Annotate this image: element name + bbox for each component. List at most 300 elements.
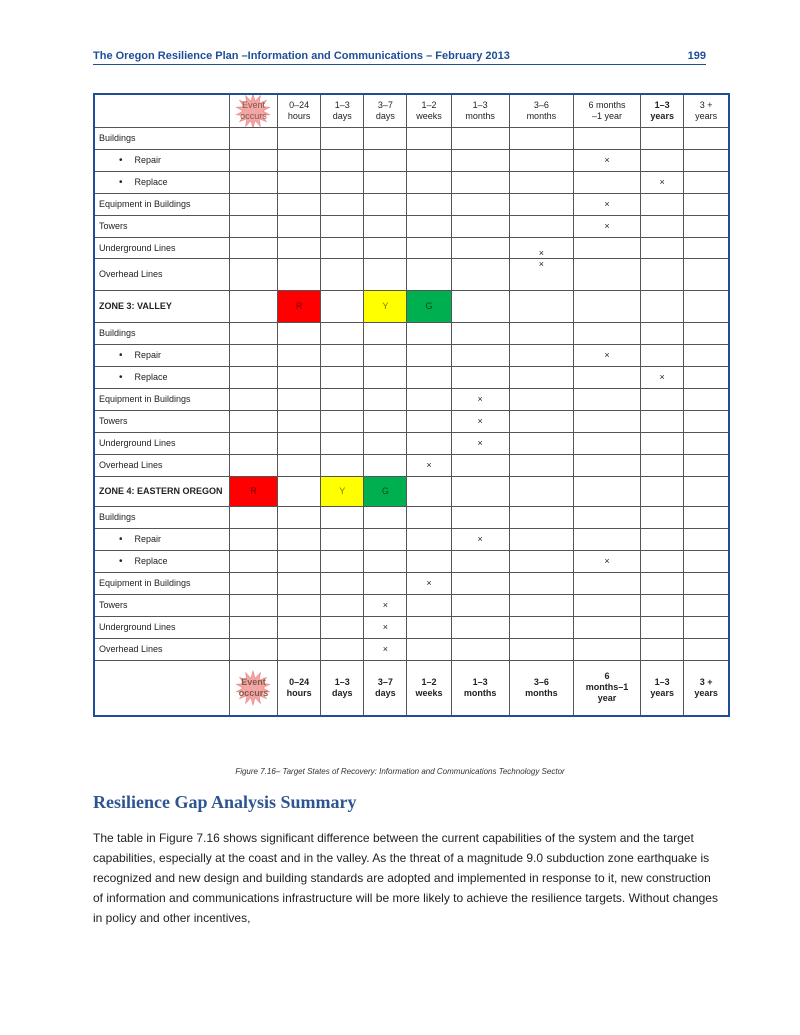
table-cell [407, 344, 451, 366]
table-cell [641, 193, 684, 215]
table-cell [684, 171, 729, 193]
table-cell [278, 550, 321, 572]
table-cell [451, 572, 509, 594]
table-cell [573, 432, 640, 454]
header-line: hours [286, 687, 312, 698]
table-row [94, 366, 729, 388]
figure-caption: Figure 7.16– Target States of Recovery: Information and Communications Technology Sector [235, 767, 565, 776]
table-cell [229, 454, 277, 476]
recovery-mark: × [364, 638, 407, 660]
timeframe-header [641, 94, 684, 127]
header-line: 1–2 [421, 676, 437, 687]
table-cell [364, 366, 407, 388]
table-cell [229, 506, 277, 528]
table-cell [229, 322, 277, 344]
header-line: years [650, 110, 674, 121]
table-cell [229, 410, 277, 432]
table-cell [684, 506, 729, 528]
table-cell [573, 127, 640, 149]
table-cell [364, 127, 407, 149]
header-line: 3–6 [533, 99, 549, 110]
recovery-mark: × [573, 149, 640, 171]
table-cell [321, 290, 364, 322]
bullet-item-label: • Replace [94, 550, 229, 572]
table-cell [321, 366, 364, 388]
table-cell [509, 506, 573, 528]
table-row [94, 550, 729, 572]
row-label: Overhead Lines [94, 638, 229, 660]
table-cell [451, 454, 509, 476]
table-cell [641, 572, 684, 594]
header-line: 1–3 [654, 676, 670, 687]
table-cell [278, 237, 321, 258]
table-cell [278, 344, 321, 366]
table-row [94, 410, 729, 432]
document-title: The Oregon Resilience Plan –Information and Communications – February 2013 [93, 50, 510, 62]
table-cell [278, 171, 321, 193]
table-cell [684, 237, 729, 258]
row-label: Equipment in Buildings [94, 388, 229, 410]
table-row [94, 322, 729, 344]
table-cell [509, 344, 573, 366]
recovery-mark: × [641, 171, 684, 193]
table-cell [407, 638, 451, 660]
timeframe-header [573, 94, 640, 127]
table-cell [641, 432, 684, 454]
table-cell [451, 258, 509, 290]
table-cell [451, 506, 509, 528]
table-row [94, 476, 729, 506]
table-cell [641, 149, 684, 171]
event-occurs-label: Event [241, 676, 266, 687]
table-cell [451, 594, 509, 616]
recovery-mark: × [364, 594, 407, 616]
zone-label: ZONE 4: EASTERN OREGON [94, 476, 229, 506]
bullet-item-label: • Repair [94, 528, 229, 550]
recovery-mark: × [573, 193, 640, 215]
table-cell [229, 171, 277, 193]
table-cell [321, 638, 364, 660]
table-cell [684, 594, 729, 616]
target-state-y: Y [321, 476, 364, 506]
table-cell [407, 410, 451, 432]
table-cell [364, 454, 407, 476]
header-line: hours [287, 110, 311, 121]
table-cell [321, 454, 364, 476]
table-cell [364, 388, 407, 410]
table-cell [364, 149, 407, 171]
target-state-g: G [407, 290, 451, 322]
table-cell [573, 290, 640, 322]
table-row [94, 149, 729, 171]
header-line: 1–3 [654, 99, 670, 110]
table-row [94, 506, 729, 528]
timeframe-header [573, 660, 640, 716]
table-cell [451, 237, 509, 258]
timeframe-header [407, 94, 451, 127]
table-cell [229, 432, 277, 454]
table-cell [573, 237, 640, 258]
table-cell [641, 127, 684, 149]
table-cell [684, 454, 729, 476]
table-cell [321, 193, 364, 215]
table-cell [278, 572, 321, 594]
header-blank-cell [94, 660, 229, 716]
table-cell [684, 290, 729, 322]
timeframe-header [509, 94, 573, 127]
table-cell [641, 616, 684, 638]
table-cell [684, 193, 729, 215]
table-cell [407, 528, 451, 550]
table-cell [641, 506, 684, 528]
table-cell [364, 572, 407, 594]
header-line: 0–24 [289, 99, 310, 110]
table-cell [509, 476, 573, 506]
header-line: years [650, 687, 674, 698]
timeframe-header [321, 94, 364, 127]
header-line: days [375, 687, 396, 698]
table-cell [641, 237, 684, 258]
target-state-g: G [364, 476, 407, 506]
table-cell [407, 432, 451, 454]
table-cell [573, 410, 640, 432]
table-cell [641, 258, 684, 290]
table-cell [641, 550, 684, 572]
table-row [94, 215, 729, 237]
event-occurs-label: Event [241, 99, 265, 110]
table-cell [229, 290, 277, 322]
timeframe-header [407, 660, 451, 716]
table-cell [641, 388, 684, 410]
table-cell [407, 193, 451, 215]
page-header [93, 50, 706, 65]
table-cell [509, 149, 573, 171]
table-cell [278, 215, 321, 237]
table-cell [229, 344, 277, 366]
table-cell [573, 506, 640, 528]
row-label: Buildings [94, 506, 229, 528]
table-cell [407, 616, 451, 638]
timeframe-header [364, 660, 407, 716]
table-cell [321, 528, 364, 550]
table-row [94, 616, 729, 638]
table-cell [364, 344, 407, 366]
timeframe-header [451, 660, 509, 716]
header-line: months [526, 110, 557, 121]
table-cell [451, 344, 509, 366]
row-label: Towers [94, 410, 229, 432]
timeframe-header [278, 94, 321, 127]
header-line: days [375, 110, 395, 121]
table-cell [364, 506, 407, 528]
row-label: Buildings [94, 127, 229, 149]
row-label: Overhead Lines [94, 258, 229, 290]
table-cell [229, 258, 277, 290]
header-line: weeks [416, 110, 442, 121]
recovery-mark: × [573, 215, 640, 237]
table-cell [573, 528, 640, 550]
table-cell [684, 344, 729, 366]
table-cell [407, 550, 451, 572]
header-line: 0–24 [289, 676, 310, 687]
table-cell [278, 432, 321, 454]
table-cell [641, 638, 684, 660]
table-cell [641, 344, 684, 366]
table-cell [684, 388, 729, 410]
table-row [94, 388, 729, 410]
header-line: 6 months [588, 99, 626, 110]
table-cell [509, 215, 573, 237]
bullet-item-label: • Repair [94, 344, 229, 366]
recovery-mark: × [641, 366, 684, 388]
table-header-bottom [94, 660, 729, 716]
table-cell [509, 432, 573, 454]
event-occurs-label: occurs [240, 110, 267, 121]
header-line: months [463, 687, 497, 698]
table-cell [321, 258, 364, 290]
target-state-r: R [278, 290, 321, 322]
header-line: –1 year [592, 110, 623, 121]
table-cell [278, 193, 321, 215]
timeframe-header [641, 660, 684, 716]
table-cell [229, 388, 277, 410]
table-cell [229, 638, 277, 660]
table-cell [407, 322, 451, 344]
table-cell [684, 366, 729, 388]
table-cell [321, 410, 364, 432]
table-cell [509, 322, 573, 344]
table-cell [641, 528, 684, 550]
table-cell [229, 366, 277, 388]
table-cell [321, 237, 364, 258]
event-occurs-header [229, 94, 277, 127]
table-cell [321, 127, 364, 149]
table-cell [229, 572, 277, 594]
table-row [94, 572, 729, 594]
table-row [94, 193, 729, 215]
table-cell [364, 322, 407, 344]
row-label: Equipment in Buildings [94, 572, 229, 594]
header-line: 3 + [699, 99, 713, 110]
table-cell [509, 454, 573, 476]
recovery-mark: × [451, 410, 509, 432]
table-cell [321, 388, 364, 410]
timeframe-header [684, 660, 729, 716]
table-cell [278, 127, 321, 149]
header-line: 3 + [699, 676, 713, 687]
table-row [94, 594, 729, 616]
table-cell [321, 215, 364, 237]
table-cell [407, 506, 451, 528]
table-cell [321, 594, 364, 616]
timeframe-header [278, 660, 321, 716]
table-cell [573, 476, 640, 506]
table-cell [229, 193, 277, 215]
table-cell [407, 594, 451, 616]
table-cell [278, 506, 321, 528]
table-cell [364, 237, 407, 258]
row-label: Equipment in Buildings [94, 193, 229, 215]
table-cell [684, 149, 729, 171]
header-line: 1–3 [334, 676, 350, 687]
table-cell [321, 344, 364, 366]
row-label: Buildings [94, 322, 229, 344]
table-cell [451, 171, 509, 193]
table-row [94, 237, 729, 258]
table-cell [509, 594, 573, 616]
header-line: 3–7 [377, 676, 393, 687]
timeframe-header [509, 660, 573, 716]
table-cell [573, 454, 640, 476]
table-cell [229, 149, 277, 171]
bullet-item-label: • Replace [94, 366, 229, 388]
table-cell [451, 149, 509, 171]
table-cell [684, 476, 729, 506]
recovery-mark: × [573, 550, 640, 572]
table-cell [278, 638, 321, 660]
table-cell [509, 616, 573, 638]
table-cell [684, 127, 729, 149]
header-line: years [694, 687, 718, 698]
table-cell [451, 550, 509, 572]
table-cell [509, 193, 573, 215]
table-cell [364, 550, 407, 572]
target-state-r: R [229, 476, 277, 506]
recovery-mark: × [451, 432, 509, 454]
table-cell [229, 237, 277, 258]
table-cell [509, 290, 573, 322]
table-cell [573, 388, 640, 410]
table-cell [229, 550, 277, 572]
table-cell [509, 366, 573, 388]
timeframe-header [321, 660, 364, 716]
table-cell [321, 171, 364, 193]
table-row [94, 528, 729, 550]
table-cell [573, 594, 640, 616]
table-cell [509, 550, 573, 572]
table-cell [321, 149, 364, 171]
header-line: days [332, 110, 352, 121]
table-cell [278, 258, 321, 290]
table-cell [451, 193, 509, 215]
table-cell [229, 127, 277, 149]
target-state-y: Y [364, 290, 407, 322]
table-cell [573, 572, 640, 594]
table-cell [278, 410, 321, 432]
table-cell [641, 322, 684, 344]
header-line: months [465, 110, 495, 121]
table-row [94, 258, 729, 290]
header-line: 3–7 [377, 99, 393, 110]
table-cell [641, 290, 684, 322]
table-cell [364, 432, 407, 454]
table-row [94, 127, 729, 149]
table-cell [407, 258, 451, 290]
table-cell [451, 215, 509, 237]
table-cell [509, 388, 573, 410]
row-label: Underground Lines [94, 616, 229, 638]
timeframe-header [364, 94, 407, 127]
table-cell [278, 388, 321, 410]
table-cell [509, 572, 573, 594]
table-cell [684, 528, 729, 550]
table-cell [229, 594, 277, 616]
table-cell [278, 594, 321, 616]
table-cell [407, 215, 451, 237]
table-cell [509, 410, 573, 432]
table-cell [451, 366, 509, 388]
recovery-mark: × [573, 344, 640, 366]
table-cell [684, 638, 729, 660]
table-cell [641, 454, 684, 476]
table-row [94, 171, 729, 193]
table-cell [364, 193, 407, 215]
header-line: 1–3 [472, 676, 488, 687]
recovery-mark: × [509, 258, 573, 290]
header-line: 3–6 [533, 676, 549, 687]
table-cell [509, 127, 573, 149]
table-row [94, 432, 729, 454]
table-cell [229, 528, 277, 550]
header-line: days [331, 687, 353, 698]
table-cell [573, 638, 640, 660]
table-cell [321, 506, 364, 528]
table-cell [321, 616, 364, 638]
table-cell [407, 149, 451, 171]
timeframe-header [684, 94, 729, 127]
table-cell [451, 638, 509, 660]
table-cell [407, 388, 451, 410]
table-cell [321, 322, 364, 344]
row-label: Towers [94, 594, 229, 616]
table-cell [407, 171, 451, 193]
header-line: weeks [415, 687, 443, 698]
table-cell [364, 171, 407, 193]
recovery-table [93, 93, 730, 717]
table-cell [509, 528, 573, 550]
table-cell [509, 638, 573, 660]
table-cell [451, 616, 509, 638]
table-row [94, 454, 729, 476]
bullet-item-label: • Replace [94, 171, 229, 193]
table-cell [684, 215, 729, 237]
table-cell [509, 171, 573, 193]
table-cell [641, 476, 684, 506]
event-occurs-label: occurs [238, 687, 269, 698]
table-cell [573, 616, 640, 638]
table-row [94, 290, 729, 322]
table-cell [573, 258, 640, 290]
page-number: 199 [687, 50, 706, 62]
header-line: 1–2 [421, 99, 437, 110]
table-cell [451, 127, 509, 149]
table-cell [364, 410, 407, 432]
header-blank-cell [94, 94, 229, 127]
table-header-top [94, 94, 729, 127]
table-cell [229, 616, 277, 638]
table-cell [641, 594, 684, 616]
table-cell [684, 258, 729, 290]
timeframe-header [451, 94, 509, 127]
header-line: months [525, 687, 558, 698]
table-cell [451, 476, 509, 506]
body-paragraph: The table in Figure 7.16 shows significant difference between the current capabilities of the system and the target capabilities, especially at the coast and in the valley. As the threat of a magnitude 9.0 subduction zone earthquake is recognized and new design and building standards are adopted and implemented in response to it, new construction of information and communications infrastructure will be more likely to achieve the resilience targets. Without changes in policy and other incentives, [93, 831, 718, 925]
table-cell [321, 550, 364, 572]
recovery-mark: × [509, 237, 573, 258]
table-cell [407, 476, 451, 506]
table-cell [278, 366, 321, 388]
table-cell [573, 322, 640, 344]
